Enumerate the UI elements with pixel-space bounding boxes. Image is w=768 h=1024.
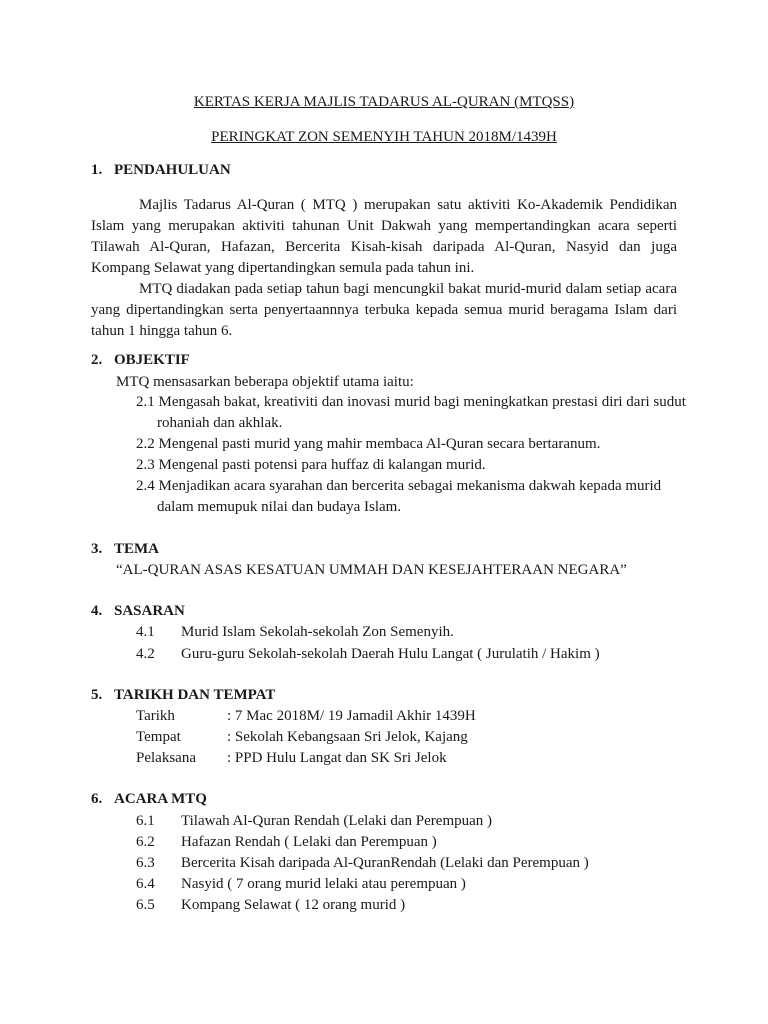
section-number: 1. [91,162,103,178]
row-label: Tarikh [136,708,175,724]
objektif-intro: MTQ mensasarkan beberapa objektif utama iaitu: [116,374,414,390]
tema-text: “AL-QURAN ASAS KESATUAN UMMAH DAN KESEJAHTERAAN NEGARA” [116,562,627,578]
item-text: Bercerita Kisah daripada Al-QuranRendah (Lelaki dan Perempuan ) [181,855,589,871]
section-heading-objektif [91,350,190,371]
item-number: 6.5 [136,897,155,913]
section-heading-pendahuluan [91,160,231,181]
item-text: Guru-guru Sekolah-sekolah Daerah Hulu Langat ( Jurulatih / Hakim ) [181,646,600,662]
row-label: Pelaksana [136,750,196,766]
section-number: 5. [91,687,103,703]
item-text: Murid Islam Sekolah-sekolah Zon Semenyih. [181,624,454,640]
section-title: PENDAHULUAN [114,162,231,178]
objektif-item: 2.3 Mengenal pasti potensi para huffaz di kalangan murid. [136,457,486,473]
item-number: 6.1 [136,813,155,829]
section-heading-tarikh [91,685,275,706]
item-text: Kompang Selawat ( 12 orang murid ) [181,897,406,913]
section-number: 4. [91,603,103,619]
section-title: OBJEKTIF [114,352,190,368]
objektif-item: 2.4 Menjadikan acara syarahan dan bercerita sebagai mekanisma dakwah kepada murid dalam memupuk nilai dan budaya Islam. [136,478,662,515]
document-subtitle: PERINGKAT ZON SEMENYIH TAHUN 2018M/1439H [211,129,557,145]
section-title: ACARA MTQ [114,791,207,807]
section-heading-tema [91,539,159,560]
row-value: : Sekolah Kebangsaan Sri Jelok, Kajang [227,729,468,745]
pendahuluan-paragraph-2: MTQ diadakan pada setiap tahun bagi mencungkil bakat murid-murid dalam setiap acara yang dipertandingkan serta penyertaannnya terbuka kepada semua murid beragama Islam dari tahun 1 hingga tahun 6. [91,281,677,339]
objektif-item: 2.1 Mengasah bakat, kreativiti dan inovasi murid bagi meningkatkan prestasi diri dari sudut rohaniah dan akhlak. [136,394,686,431]
item-number: 4.2 [136,646,155,662]
item-number: 6.2 [136,834,155,850]
section-heading-acara [91,789,207,810]
section-title: TARIKH DAN TEMPAT [114,687,276,703]
objektif-item: 2.2 Mengenal pasti murid yang mahir membaca Al-Quran secara bertaranum. [136,436,601,452]
row-label: Tempat [136,729,181,745]
section-title: SASARAN [114,603,185,619]
section-number: 2. [91,352,103,368]
pendahuluan-paragraph-1: Majlis Tadarus Al-Quran ( MTQ ) merupakan satu aktiviti Ko-Akademik Pendidikan Islam yang merupakan aktiviti tahunan Unit Dakwah yang mempertandingkan acara seperti Tilawah Al-Quran, Hafazan, Bercerita Kisah-kisah daripada Al-Quran, Nasyid dan juga Kompang Selawat yang dipertandingkan semula pada tahun ini. [91,197,677,276]
row-value: : 7 Mac 2018M/ 19 Jamadil Akhir 1439H [227,708,476,724]
document-title: KERTAS KERJA MAJLIS TADARUS AL-QURAN (MTQSS) [193,94,575,110]
item-text: Hafazan Rendah ( Lelaki dan Perempuan ) [181,834,437,850]
item-number: 4.1 [136,624,155,640]
section-number: 3. [91,541,103,557]
item-text: Tilawah Al-Quran Rendah (Lelaki dan Perempuan ) [181,813,493,829]
row-value: : PPD Hulu Langat dan SK Sri Jelok [227,750,447,766]
section-heading-sasaran [91,601,185,622]
section-number: 6. [91,791,103,807]
item-text: Nasyid ( 7 orang murid lelaki atau perempuan ) [181,876,466,892]
section-title: TEMA [114,541,159,557]
item-number: 6.4 [136,876,155,892]
item-number: 6.3 [136,855,155,871]
